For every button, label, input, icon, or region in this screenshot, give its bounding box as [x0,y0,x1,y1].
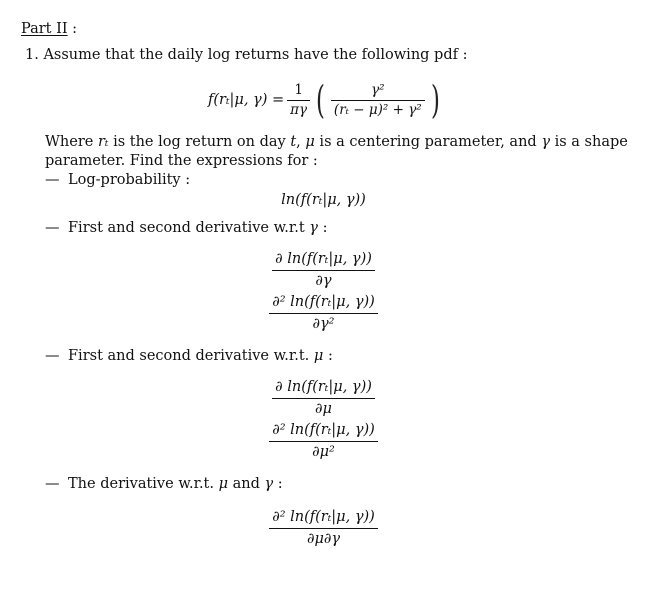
gamma-symbol: γ [309,220,318,236]
item-label-mid: and [228,476,265,492]
second-derivative-mu [269,421,378,462]
list-item-gamma-derivatives [45,220,327,236]
fraction-numerator: ∂² ln(f(rₜ|μ, γ)) [272,294,375,310]
pdf-formula [208,78,443,122]
fraction-denominator: ∂μ² [312,444,335,460]
cross-derivative [269,508,378,549]
fraction-numerator: ∂² ln(f(rₜ|μ, γ)) [272,509,375,525]
pdf-coef-denominator: πγ [290,101,308,118]
pdf-coef-numerator: 1 [294,81,303,98]
intro-text: is a centering parameter, and [314,134,542,150]
item-label: First and second derivative w.r.t [68,220,310,236]
cross-derivative-stack [0,508,647,549]
intro-line-1 [45,134,628,150]
fraction-denominator: ∂μ [315,401,332,417]
fraction-numerator: ∂ ln(f(rₜ|μ, γ)) [275,379,372,395]
r-symbol: rₜ [97,134,109,150]
part-title: Part II [21,21,68,37]
list-item-mu-derivatives [45,348,333,364]
intro-text: Where [45,134,98,150]
gamma-symbol: γ [264,476,274,492]
list-item-log-probability [45,172,190,188]
first-derivative-gamma [272,250,375,291]
bullet-dash: — [45,476,60,492]
gamma-symbol: γ [541,134,550,150]
item-label: Log-probability : [68,172,191,188]
item-label-suffix: : [317,220,328,236]
item-label-suffix: : [273,476,283,492]
log-probability-expression: ln(f(rₜ|μ, γ)) [281,192,366,208]
bullet-dash: — [45,220,60,236]
mu-symbol: μ [218,476,229,492]
list-item-cross-derivative [45,476,283,492]
pdf-inner-numerator: γ² [371,81,385,98]
second-derivative-gamma [269,293,378,334]
fraction-numerator: ∂² ln(f(rₜ|μ, γ)) [272,422,375,438]
question-1 [25,47,467,63]
intro-text: is the log return on day [108,134,291,150]
part-title-suffix: : [67,21,78,37]
left-paren: ( [316,78,325,122]
first-derivative-mu [272,378,375,419]
t-symbol: t [290,134,297,150]
part-heading [21,21,77,37]
gamma-derivative-stack [0,250,647,334]
fraction-denominator: ∂γ [315,273,332,289]
fraction-denominator: ∂γ² [312,316,335,332]
intro-line-2: parameter. Find the expressions for : [45,153,318,169]
intro-text: , [296,134,306,150]
right-paren: ) [430,78,440,122]
item-label: First and second derivative w.r.t. [68,348,314,364]
item-label-suffix: : [323,348,333,364]
bullet-dash: — [45,172,60,188]
mu-derivative-stack [0,378,647,462]
pdf-coefficient [287,82,310,119]
item-label: The derivative w.r.t. [68,476,219,492]
fraction-numerator: ∂ ln(f(rₜ|μ, γ)) [275,251,372,267]
pdf-inner-denominator: (rₜ − μ)² + γ² [333,101,422,118]
question-text: Assume that the daily log returns have the following pdf : [43,47,468,63]
bullet-dash: — [45,348,60,364]
fraction-denominator: ∂μ∂γ [306,531,341,547]
pdf-inner-fraction [331,82,425,119]
intro-text: is a shape [549,134,628,150]
mu-symbol: μ [305,134,315,150]
pdf-lhs: f(rₜ|μ, γ) = [208,92,285,108]
question-number: 1. [25,47,39,63]
mu-symbol: μ [313,348,324,364]
